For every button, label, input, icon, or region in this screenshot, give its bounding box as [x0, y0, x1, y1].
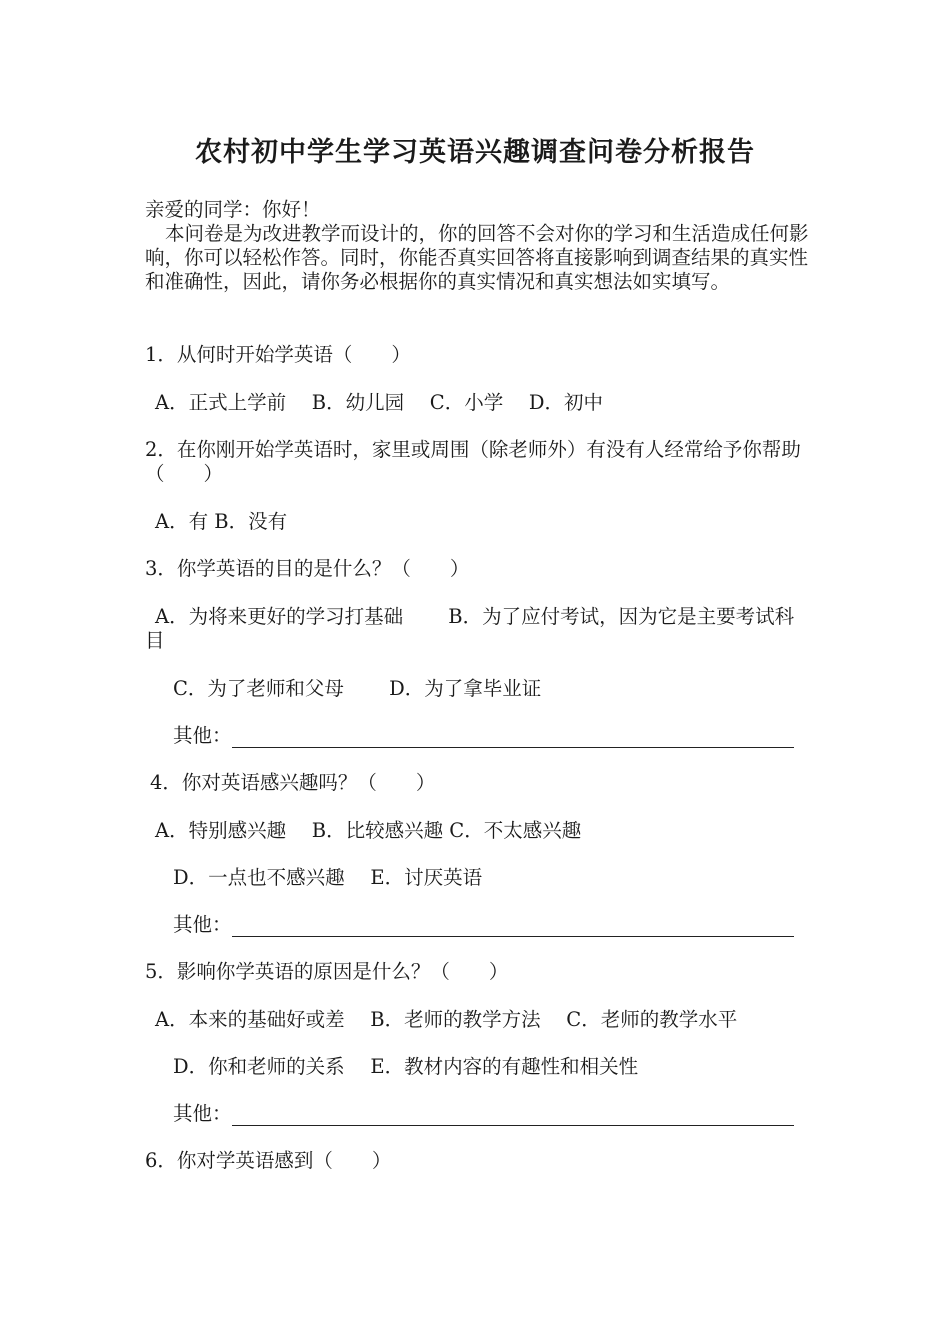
question-3-options-ab: A．为将来更好的学习打基础 B．为了应付考试，因为它是主要考试科目: [145, 605, 795, 652]
question-3-options-cd: C．为了老师和父母 D．为了拿毕业证: [173, 677, 542, 700]
other-label: 其他：: [173, 913, 232, 936]
question-4-other: [173, 913, 794, 937]
greeting: 亲爱的同学：你好！: [145, 198, 321, 221]
question-4-options-abc: A．特别感兴趣 B．比较感兴趣 C．不太感兴趣: [155, 819, 582, 842]
page-title: 农村初中学生学习英语兴趣调查问卷分析报告: [195, 137, 755, 168]
other-answer-line[interactable]: [232, 726, 794, 748]
question-5-options-de: D．你和老师的关系 E．教材内容的有趣性和相关性: [173, 1055, 639, 1078]
intro-paragraph: 本问卷是为改进教学而设计的，你的回答不会对你的学习和生活造成任何影响，你可以轻松作答。同时，你能否真实回答将直接影响到调查结果的真实性和准确性，因此，请你务必根据你的真实情况和真实想法如实填写。: [145, 222, 809, 293]
other-label: 其他：: [173, 1102, 232, 1125]
question-5-other: [173, 1102, 794, 1126]
question-5-options-abc: A．本来的基础好或差 B．老师的教学方法 C．老师的教学水平: [155, 1008, 738, 1031]
question-6: 6．你对学英语感到（ ）: [145, 1149, 392, 1172]
question-1-options: A．正式上学前 B．幼儿园 C．小学 D．初中: [155, 391, 604, 414]
question-2: 2．在你刚开始学英语时，家里或周围（除老师外）有没有人经常给予你帮助（ ）: [145, 438, 801, 485]
question-3-other: [173, 724, 794, 748]
other-label: 其他：: [173, 724, 232, 747]
question-1: 1．从何时开始学英语（ ）: [145, 343, 411, 366]
question-4-options-de: D．一点也不感兴趣 E．讨厌英语: [173, 866, 483, 889]
question-5: 5．影响你学英语的原因是什么？（ ）: [145, 960, 509, 983]
question-2-options: A．有 B．没有: [155, 510, 288, 533]
other-answer-line[interactable]: [232, 915, 794, 937]
other-answer-line[interactable]: [232, 1104, 794, 1126]
question-3: 3．你学英语的目的是什么？（ ）: [145, 557, 470, 580]
question-4: 4．你对英语感兴趣吗？（ ）: [150, 771, 436, 794]
